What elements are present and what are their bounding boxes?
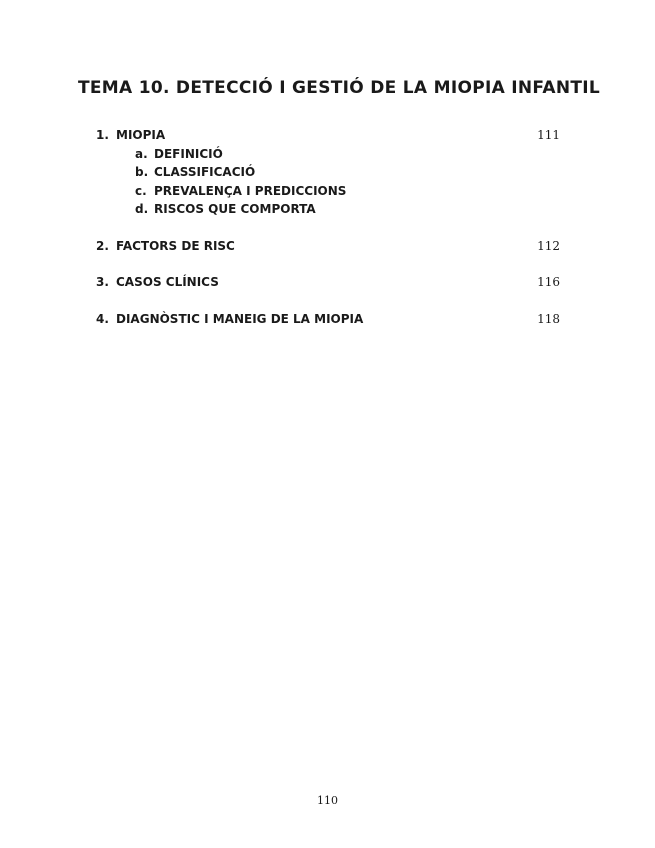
toc-subitem-classificacio[interactable] — [96, 163, 566, 182]
toc-page-ref: 111 — [537, 128, 560, 142]
toc-entry-number: 1. — [96, 128, 109, 142]
toc-subitem-riscos[interactable] — [96, 200, 566, 219]
toc-page-ref: 116 — [537, 275, 560, 289]
page-number: 110 — [317, 794, 338, 807]
toc-line[interactable] — [96, 126, 566, 145]
toc-line[interactable] — [96, 273, 566, 292]
toc-entry-number: 2. — [96, 238, 109, 253]
toc-entry-miopia — [96, 126, 566, 219]
toc-subitem-label: PREVALENÇA I PREDICCIONS — [154, 183, 347, 198]
toc-subitem-letter: c. — [135, 183, 147, 198]
toc-entry-number: 4. — [96, 311, 109, 326]
toc-page-ref: 112 — [537, 238, 560, 253]
toc-subitem-label: RISCOS QUE COMPORTA — [154, 202, 316, 216]
toc-entry-label: MIOPIA — [116, 128, 166, 142]
toc-entry-factors-de-risc — [96, 237, 566, 256]
page-title: TEMA 10. DETECCIÓ I GESTIÓ DE LA MIOPIA INFANTIL — [78, 78, 601, 98]
toc-subitem-prevalenca[interactable] — [96, 182, 566, 201]
toc-entry-diagnostic — [96, 310, 566, 329]
toc-entry-label: FACTORS DE RISC — [116, 238, 235, 253]
toc-subitem-letter: a. — [135, 146, 148, 161]
toc-line[interactable] — [96, 310, 566, 329]
toc-subitem-letter: b. — [135, 165, 149, 179]
toc-sub-list — [96, 145, 566, 219]
toc-entry-label: CASOS CLÍNICS — [116, 275, 219, 289]
toc-entry-casos-clinics — [96, 273, 566, 292]
toc-line[interactable] — [96, 237, 566, 256]
toc-subitem-label: CLASSIFICACIÓ — [154, 165, 256, 179]
toc-subitem-letter: d. — [135, 202, 149, 216]
toc-page-ref: 118 — [537, 311, 560, 326]
toc-entry-number: 3. — [96, 275, 109, 289]
toc-subitem-label: DEFINICIÓ — [154, 146, 223, 161]
toc-entry-label: DIAGNÒSTIC I MANEIG DE LA MIOPIA — [116, 311, 364, 326]
table-of-contents — [96, 126, 566, 346]
toc-subitem-definicio[interactable] — [96, 145, 566, 164]
